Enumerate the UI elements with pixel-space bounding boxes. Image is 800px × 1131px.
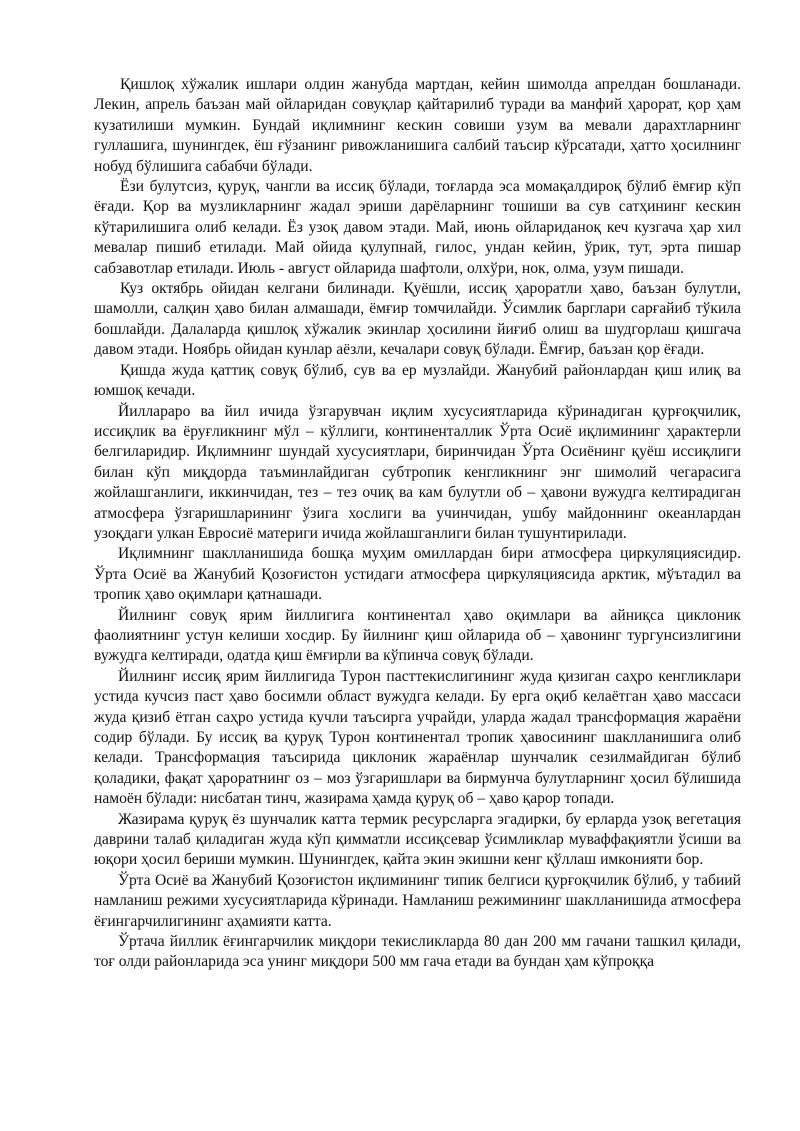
paragraph-winter: Қишда жуда қаттиқ совуқ бўлиб, сув ва ер музлайди. Жанубий районлардан қиш илиқ ва юмшоқ кечади. [94,361,741,400]
paragraph-spring: Қишлоқ хўжалик ишлари олдин жанубда мартдан, кейин шимолда апрелдан бошланади. Лекин, апрель баъзан май ойларидан совуқлар қайтарилиб туради ва манфий ҳарорат, қор ҳам кузатилиши мумкин. Бундай иқлимнинг кескин совиши узум ва мевали дарахтларнинг гуллашига, шунингдек, ёш ғўзанинг ривожланишига салбий таъсир кўрсатади, ҳатто ҳосилнинг нобуд бўлишига сабабчи бўлади. [94,76,741,175]
paragraph-thermal-resources: Жазирама қуруқ ёз шунчалик катта термик ресурсларга эгадирки, бу ерларда узоқ вегетация даврини талаб қиладиган жуда кўп қимматли иссиқсевар ўсимликлар муваффақиятли ўсиши ва юқори ҳосил бериши мумкин. Шунингдек, қайта экин экишни кенг қўллаш имконияти бор. [94,810,741,869]
paragraph-climate-features: Йилларaро ва йил ичида ўзгарувчан иқлим хусусиятларида кўринадиган қурғоқчилик, иссиқлик ва ёруғликнинг мўл – кўллиги, континенталлик Ўрта Осиё иқлимининг ҳарактерли белгиларидир. Иқлимнинг шундай хусусиятлари, биринчидан Ўрта Осиёнинг қуёш иссиқлиги билан кўп миқдорда таъминлайдиган субтропик кенгликнинг энг шимолий чегарасига жойлашганлиги, иккинчидан, тез – тез очиқ ва кам булутли об – ҳавони вужудга келтирадиган атмосфера ўзгаришларининг ўзига хослиги ва учинчидан, ушбу майдоннинг океанлардан узоқдаги улкан Евросиё материги ичида жойлашганлиги билан тушунтирилади. [94,402,741,542]
paragraph-atmospheric-circulation: Иқлимнинг шаклланишида бошқа муҳим омиллардан бири атмосфера циркуляциясидир. Ўрта Осиё ва Жанубий Қозоғистон устидаги атмосфера циркуляциясида арктик, мўътадил ва тропик ҳаво оқимлари қатнашади. [94,545,741,604]
paragraph-drought: Ўрта Осиё ва Жанубий Қозоғистон иқлимининг типик белгиси қурғоқчилик бўлиб, у табиий намланиш режими хусусиятларида кўринади. Намланиш режимининг шаклланишида атмосфера ёғингарчилигининг аҳамияти катта. [94,871,741,930]
paragraph-precipitation: Ўртача йиллик ёғингарчилик миқдори текисликларда 80 дан 200 мм гачани ташкил қилади, тоғ олди районларида эса унинг миқдори 500 мм гача етади ва бундан ҳам кўпроққа [94,933,741,971]
paragraph-autumn: Куз октябрь ойидан келгани билинади. Қуёшли, иссиқ ҳароратли ҳаво, баъзан булутли, шамолли, салқин ҳаво билан алмашади, ёмғир томчилайди. Ўсимлик барглари сарғайиб тўкила бошлайди. Далаларда қишлоқ хўжалик экинлар ҳосилини йиғиб олиш ва шудгорлаш қишгача давом этади. Ноябрь ойидан кунлар аёзли, кечалари совуқ бўлади. Ёмғир, баъзан қор ёғади. [94,280,741,359]
paragraph-summer: Ёзи булутсиз, қуруқ, чангли ва иссиқ бўлади, тоғларда эса момақалдироқ бўлиб ёмғир кўп ёғади. Қор ва музликларнинг жадал эриши дарёларнинг тошиши ва сув сатҳининг кескин кўтарилишига олиб келади. Ёз узоқ давом этади. Май, июнь ойлариданоқ кеч кузгача ҳар хил мевалар пишиб етилади. Май ойида қулупнай, гилос, ундан кейин, ўрик, тут, эрта пишар сабзавотлар етилади. Июль - август ойларида шафтоли, олхўри, нок, олма, узум пишади. [94,178,741,277]
paragraph-warm-half-year: Йилнинг иссиқ ярим йиллигида Турон пасттекислигининг жуда қизиган саҳро кенгликлари устида кучсиз паст ҳаво босимли област вужудга келади. Бу ерга оқиб келаётган ҳаво массаси жуда қизиб ётган саҳро устида кучли таъсирга учрайди, уларда жадал трансформация жараёни содир бўлади. Бу иссиқ ва қуруқ Турон континентал тропик ҳавосининг шаклланишига олиб келади. Трансформация таъсирида циклоник жараёнлар шунчалик сезилмайдиган бўлиб қоладики, фақат ҳароратнинг оз – моз ўзгаришлари ва бирмунча булутларнинг ҳосил бўлишида намоён бўлади: нисбатан тинч, жазирама ҳамда қуруқ об – ҳаво қарор топади. [94,667,741,808]
paragraph-cold-half-year: Йилнинг совуқ ярим йиллигига континентал ҳаво оқимлари ва айниқса циклоник фаолиятнинг устун келиши хосдир. Бу йилнинг қиш ойларида об – ҳавонинг тургунсизлигини вужудга келтиради, одатда қиш ёмғирли ва кўпинча совуқ бўлади. [94,606,741,665]
document-body [94,75,741,973]
